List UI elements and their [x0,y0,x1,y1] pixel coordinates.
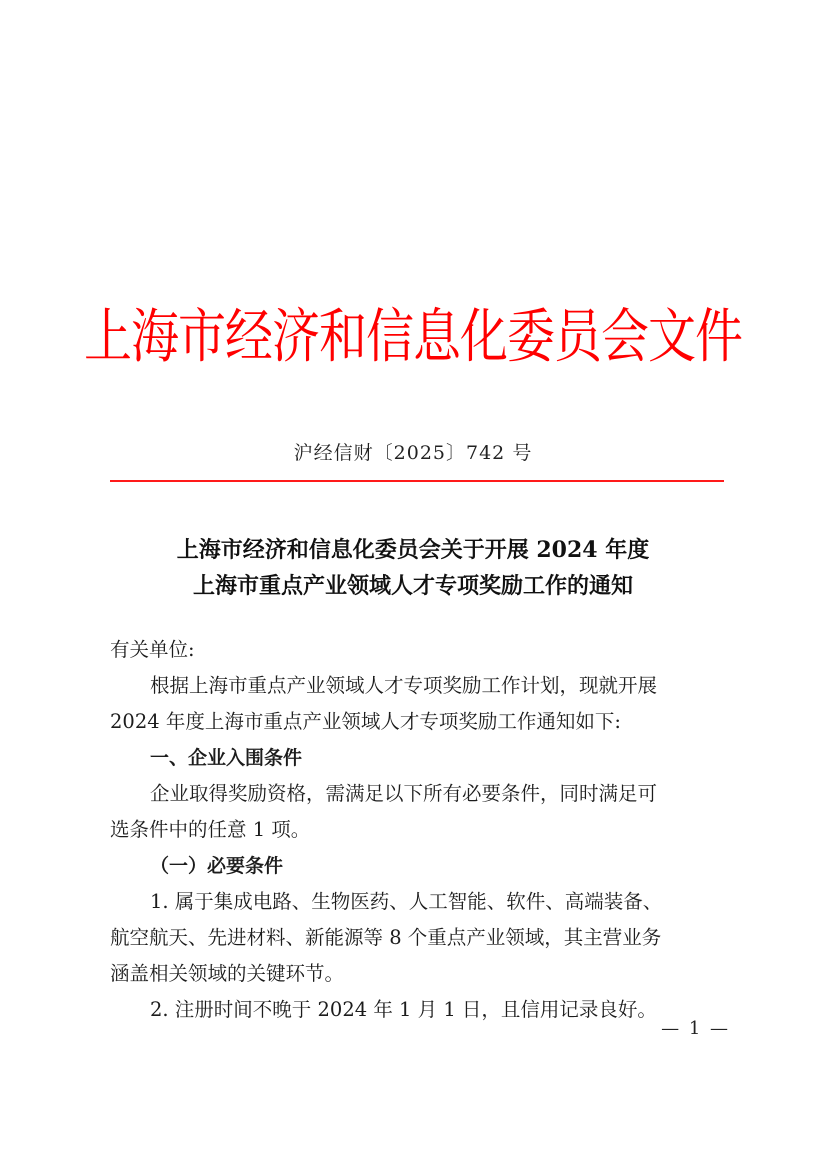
item1-line-3: 涵盖相关领域的关键环节。 [110,962,345,985]
notice-body [110,632,726,1028]
item1-line-2: 航空航天、先进材料、新能源等 8 个重点产业领域，其主营业务 [110,926,662,949]
page-number: — 1 — [661,1018,730,1039]
masthead-title: 上海市经济和信息化委员会文件 [83,302,742,372]
item2-line-1: 2. 注册时间不晚于 2024 年 1 月 1 日，且信用记录良好。 [150,998,657,1021]
subsection-heading-1: （一）必要条件 [150,855,284,877]
intro-line-2: 2024 年度上海市重点产业领域人才专项奖励工作通知如下: [110,710,621,733]
intro-line-1: 根据上海市重点产业领域人才专项奖励工作计划，现就开展 [150,674,658,697]
document-number: 沪经信财〔2025〕742 号 [293,442,533,464]
item1-line-1: 1. 属于集成电路、生物医药、人工智能、软件、高端装备、 [150,890,663,913]
section1-paragraph-line-1: 企业取得奖励资格，需满足以下所有必要条件，同时满足可 [150,782,658,805]
notice-title-line-1: 上海市经济和信息化委员会关于开展 2024 年度 [176,537,650,563]
notice-title-line-2: 上海市重点产业领域人才专项奖励工作的通知 [192,573,633,599]
notice-title [0,534,826,606]
section1-paragraph-line-2: 选条件中的任意 1 项。 [110,818,311,841]
section-heading-1: 一、企业入围条件 [150,747,303,769]
red-divider-rule [110,480,724,482]
salutation: 有关单位: [110,638,195,661]
